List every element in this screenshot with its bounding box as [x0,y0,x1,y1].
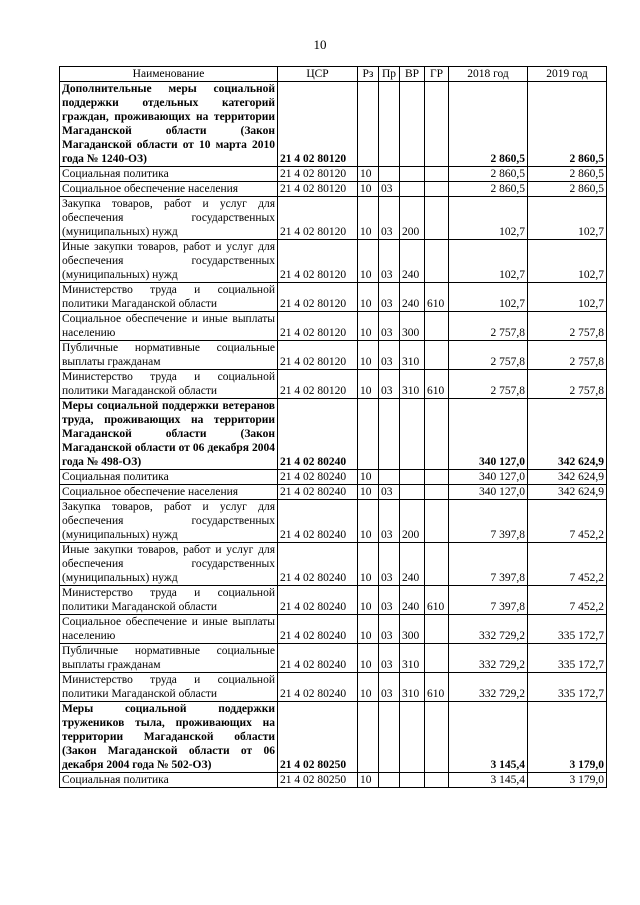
row-csr: 21 4 02 80240 [278,485,358,500]
row-2019: 7 452,2 [528,543,607,586]
row-name: Социальная политика [60,167,278,182]
row-2019: 7 452,2 [528,500,607,543]
row-name: Публичные нормативные социальные выплаты гражданам [60,341,278,370]
table-row [60,370,607,399]
row-rz: 10 [358,370,379,399]
header-rz: Рз [358,67,379,82]
row-name: Министерство труда и социальной политики Магаданской области [60,673,278,702]
row-csr: 21 4 02 80240 [278,470,358,485]
row-csr: 21 4 02 80120 [278,167,358,182]
table-row [60,399,607,470]
row-rz: 10 [358,240,379,283]
row-2018: 2 860,5 [449,182,528,197]
row-rz: 10 [358,470,379,485]
row-vr: 310 [400,370,425,399]
row-pr [379,167,400,182]
row-gr [425,82,449,167]
row-rz: 10 [358,673,379,702]
row-csr: 21 4 02 80120 [278,182,358,197]
row-csr: 21 4 02 80120 [278,283,358,312]
row-rz: 10 [358,312,379,341]
row-name: Закупка товаров, работ и услуг для обеспечения государственных (муниципальных) нужд [60,500,278,543]
row-name: Социальное обеспечение и иные выплаты населению [60,615,278,644]
table-row [60,644,607,673]
row-rz: 10 [358,197,379,240]
row-2018: 7 397,8 [449,500,528,543]
row-2018: 7 397,8 [449,586,528,615]
row-2019: 342 624,9 [528,485,607,500]
table-row [60,702,607,773]
row-name: Закупка товаров, работ и услуг для обеспечения государственных (муниципальных) нужд [60,197,278,240]
row-csr: 21 4 02 80120 [278,370,358,399]
row-rz [358,702,379,773]
row-pr: 03 [379,182,400,197]
row-vr: 240 [400,543,425,586]
row-rz: 10 [358,182,379,197]
row-name: Социальное обеспечение населения [60,485,278,500]
row-vr: 300 [400,615,425,644]
row-vr: 300 [400,312,425,341]
row-2018: 2 860,5 [449,167,528,182]
row-csr: 21 4 02 80240 [278,615,358,644]
row-gr [425,500,449,543]
row-2019: 102,7 [528,283,607,312]
header-pr: Пр [379,67,400,82]
row-gr: 610 [425,673,449,702]
row-vr [400,470,425,485]
row-pr: 03 [379,500,400,543]
row-gr: 610 [425,586,449,615]
row-pr [379,470,400,485]
row-gr [425,485,449,500]
row-name: Министерство труда и социальной политики Магаданской области [60,283,278,312]
row-csr: 21 4 02 80240 [278,543,358,586]
table-row [60,240,607,283]
header-vr: ВР [400,67,425,82]
row-csr: 21 4 02 80240 [278,399,358,470]
row-gr [425,312,449,341]
table-row [60,615,607,644]
row-gr [425,543,449,586]
table-row [60,182,607,197]
row-gr [425,702,449,773]
row-2019: 102,7 [528,197,607,240]
row-name: Публичные нормативные социальные выплаты гражданам [60,644,278,673]
row-vr: 240 [400,586,425,615]
row-2018: 102,7 [449,283,528,312]
row-gr: 610 [425,370,449,399]
row-2019: 2 860,5 [528,167,607,182]
row-csr: 21 4 02 80240 [278,500,358,543]
row-pr: 03 [379,644,400,673]
row-csr: 21 4 02 80240 [278,644,358,673]
row-pr [379,82,400,167]
row-rz: 10 [358,167,379,182]
row-rz [358,82,379,167]
row-2018: 3 145,4 [449,702,528,773]
row-pr: 03 [379,485,400,500]
row-csr: 21 4 02 80250 [278,773,358,788]
row-vr [400,167,425,182]
row-gr [425,470,449,485]
row-name: Министерство труда и социальной политики Магаданской области [60,586,278,615]
row-gr: 610 [425,283,449,312]
row-name: Дополнительные меры социальной поддержки отдельных категорий граждан, проживающих на территории Магаданской области (Закон Магаданской области от 10 марта 2010 года № 1240-ОЗ) [60,82,278,167]
table-row [60,586,607,615]
table-row [60,312,607,341]
row-vr: 310 [400,341,425,370]
table-row [60,543,607,586]
row-vr [400,702,425,773]
row-2018: 2 757,8 [449,370,528,399]
row-name: Иные закупки товаров, работ и услуг для обеспечения государственных (муниципальных) нужд [60,240,278,283]
row-2019: 2 757,8 [528,341,607,370]
row-2018: 340 127,0 [449,485,528,500]
row-csr: 21 4 02 80120 [278,82,358,167]
header-2019: 2019 год [528,67,607,82]
row-vr: 310 [400,673,425,702]
row-vr: 200 [400,197,425,240]
row-rz: 10 [358,543,379,586]
row-name: Социальное обеспечение и иные выплаты населению [60,312,278,341]
row-2018: 3 145,4 [449,773,528,788]
row-pr: 03 [379,197,400,240]
row-2018: 332 729,2 [449,644,528,673]
row-csr: 21 4 02 80120 [278,312,358,341]
row-csr: 21 4 02 80120 [278,197,358,240]
row-csr: 21 4 02 80120 [278,341,358,370]
row-csr: 21 4 02 80240 [278,586,358,615]
row-rz: 10 [358,500,379,543]
row-vr [400,773,425,788]
row-gr [425,167,449,182]
row-csr: 21 4 02 80250 [278,702,358,773]
row-rz: 10 [358,341,379,370]
table-row [60,283,607,312]
table-header-row [60,67,607,82]
row-rz: 10 [358,773,379,788]
row-2018: 2 860,5 [449,82,528,167]
row-2019: 335 172,7 [528,644,607,673]
row-rz: 10 [358,283,379,312]
row-vr [400,182,425,197]
row-pr [379,399,400,470]
row-2019: 342 624,9 [528,399,607,470]
table-row [60,500,607,543]
table-row [60,167,607,182]
table-row [60,673,607,702]
row-2018: 332 729,2 [449,615,528,644]
header-csr: ЦСР [278,67,358,82]
row-gr [425,182,449,197]
row-2019: 2 860,5 [528,182,607,197]
row-2019: 7 452,2 [528,586,607,615]
row-2018: 340 127,0 [449,470,528,485]
row-2018: 332 729,2 [449,673,528,702]
row-pr: 03 [379,312,400,341]
row-2019: 3 179,0 [528,702,607,773]
row-name: Социальная политика [60,470,278,485]
row-2018: 340 127,0 [449,399,528,470]
row-csr: 21 4 02 80120 [278,240,358,283]
row-gr [425,341,449,370]
row-pr [379,773,400,788]
header-name: Наименование [60,67,278,82]
row-2019: 3 179,0 [528,773,607,788]
row-2019: 335 172,7 [528,615,607,644]
row-pr: 03 [379,341,400,370]
row-rz: 10 [358,615,379,644]
row-2018: 7 397,8 [449,543,528,586]
header-2018: 2018 год [449,67,528,82]
row-rz [358,399,379,470]
row-gr [425,615,449,644]
budget-table [59,66,607,788]
row-vr: 310 [400,644,425,673]
row-2019: 335 172,7 [528,673,607,702]
row-2018: 102,7 [449,197,528,240]
row-vr [400,485,425,500]
table-row [60,773,607,788]
row-pr: 03 [379,370,400,399]
row-2018: 2 757,8 [449,312,528,341]
row-name: Социальное обеспечение населения [60,182,278,197]
table-row [60,341,607,370]
row-name: Меры социальной поддержки ветеранов труда, проживающих на территории Магаданской области (Закон Магаданской области от 06 декабря 2004 года № 498-ОЗ) [60,399,278,470]
row-gr [425,773,449,788]
row-csr: 21 4 02 80240 [278,673,358,702]
row-vr: 200 [400,500,425,543]
row-2019: 2 860,5 [528,82,607,167]
row-rz: 10 [358,485,379,500]
row-vr [400,399,425,470]
row-pr [379,702,400,773]
row-vr: 240 [400,240,425,283]
row-rz: 10 [358,644,379,673]
row-gr [425,197,449,240]
header-gr: ГР [425,67,449,82]
row-gr [425,399,449,470]
table-row [60,470,607,485]
row-gr [425,644,449,673]
table-row [60,82,607,167]
table-row [60,197,607,240]
page-number: 10 [313,37,327,52]
row-2019: 102,7 [528,240,607,283]
row-name: Иные закупки товаров, работ и услуг для обеспечения государственных (муниципальных) нужд [60,543,278,586]
row-pr: 03 [379,240,400,283]
row-2018: 102,7 [449,240,528,283]
row-name: Меры социальной поддержки тружеников тыла, проживающих на территории Магаданской области (Закон Магаданской области от 06 декабря 2004 года № 502-ОЗ) [60,702,278,773]
row-pr: 03 [379,615,400,644]
row-2019: 342 624,9 [528,470,607,485]
row-pr: 03 [379,283,400,312]
row-pr: 03 [379,543,400,586]
row-name: Социальная политика [60,773,278,788]
row-vr: 240 [400,283,425,312]
table-row [60,485,607,500]
row-vr [400,82,425,167]
row-2019: 2 757,8 [528,312,607,341]
row-pr: 03 [379,673,400,702]
row-rz: 10 [358,586,379,615]
row-2019: 2 757,8 [528,370,607,399]
row-name: Министерство труда и социальной политики Магаданской области [60,370,278,399]
row-pr: 03 [379,586,400,615]
row-2018: 2 757,8 [449,341,528,370]
row-gr [425,240,449,283]
